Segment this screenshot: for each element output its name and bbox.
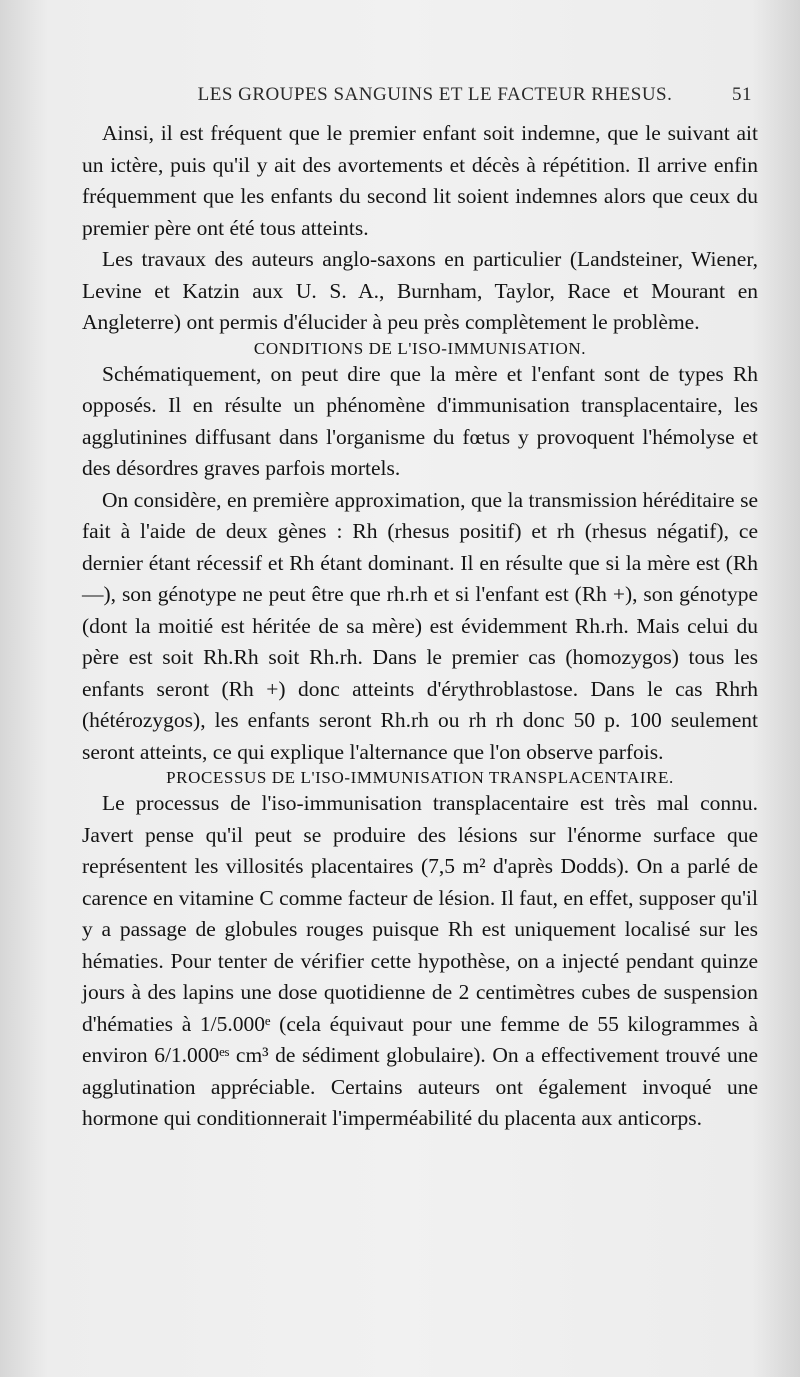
page-number: 51 (732, 84, 752, 105)
paragraph-intro-1: Ainsi, il est fréquent que le premier enfant soit indemne, que le suivant ait un ictère, puis qu'il y ait des avortements et décès à répétition. Il arrive enfin fréquemment que les enfants du second lit soient indemnes alors que ceux du premier père ont été tous atteints. (82, 121, 758, 240)
running-title: LES GROUPES SANGUINS ET LE FACTEUR RHESUS. (197, 84, 673, 105)
section-heading-conditions: CONDITIONS DE L'ISO-IMMUNISATION. (253, 338, 587, 358)
paragraph-conditions-1: Schématiquement, on peut dire que la mère et l'enfant sont de types Rh opposés. Il en résulte un phénomène d'immunisation transplacentaire, les agglutinines diffusant dans l'organisme du fœtus y provoquent l'hémolyse et des désordres graves parfois mortels. (82, 361, 758, 480)
paragraph-processus-1: Le processus de l'iso-immunisation transplacentaire est très mal connu. Javert pense qu'il peut se produire des lésions sur l'énorme surface que représentent les villosités placentaires (7,5 m² d'après Dodds). On a parlé de carence en vitamine C comme facteur de lésion. Il faut, en effet, supposer qu'il y a passage de globules rouges puisque Rh est uniquement localisé sur les hématies. Pour tenter de vérifier cette hypothèse, on a injecté pendant quinze jours à des lapins une dose quotidienne de 2 centimètres cubes de suspension d'hématies à 1/5.000ᵉ (cela équivaut pour une femme de 55 kilogrammes à environ 6/1.000ᵉˢ cm³ de sédiment globulaire). On a effectivement trouvé une agglutination appréciable. Certains auteurs ont également invoqué une hormone qui conditionnerait l'imperméabilité du placenta aux anticorps. (82, 791, 758, 1130)
section-heading-processus: PROCESSUS DE L'ISO-IMMUNISATION TRANSPLACENTAIRE. (166, 768, 674, 787)
paragraph-intro-2: Les travaux des auteurs anglo-saxons en particulier (Landsteiner, Wiener, Levine et Katzin aux U. S. A., Burnham, Taylor, Race et Mourant en Angleterre) ont permis d'élucider à peu près complètement le problème. (82, 247, 758, 334)
page-header (82, 84, 758, 118)
paragraph-conditions-2: On considère, en première approximation, que la transmission héréditaire se fait à l'aide de deux gènes : Rh (rhesus positif) et rh (rhesus négatif), ce dernier étant récessif et Rh étant dominant. Il en résulte que si la mère est (Rh —), son génotype ne peut être que rh.rh et si l'enfant est (Rh +), son génotype (dont la moitié est héritée de sa mère) est évidemment Rh.rh. Mais celui du père est soit Rh.Rh soit Rh.rh. Dans le premier cas (homozygos) tous les enfants seront (Rh +) donc atteints d'érythroblastose. Dans le cas Rhrh (hétérozygos), les enfants seront Rh.rh ou rh rh donc 50 p. 100 seulement seront atteints, ce qui explique l'alternance que l'on observe parfois. (82, 487, 758, 764)
